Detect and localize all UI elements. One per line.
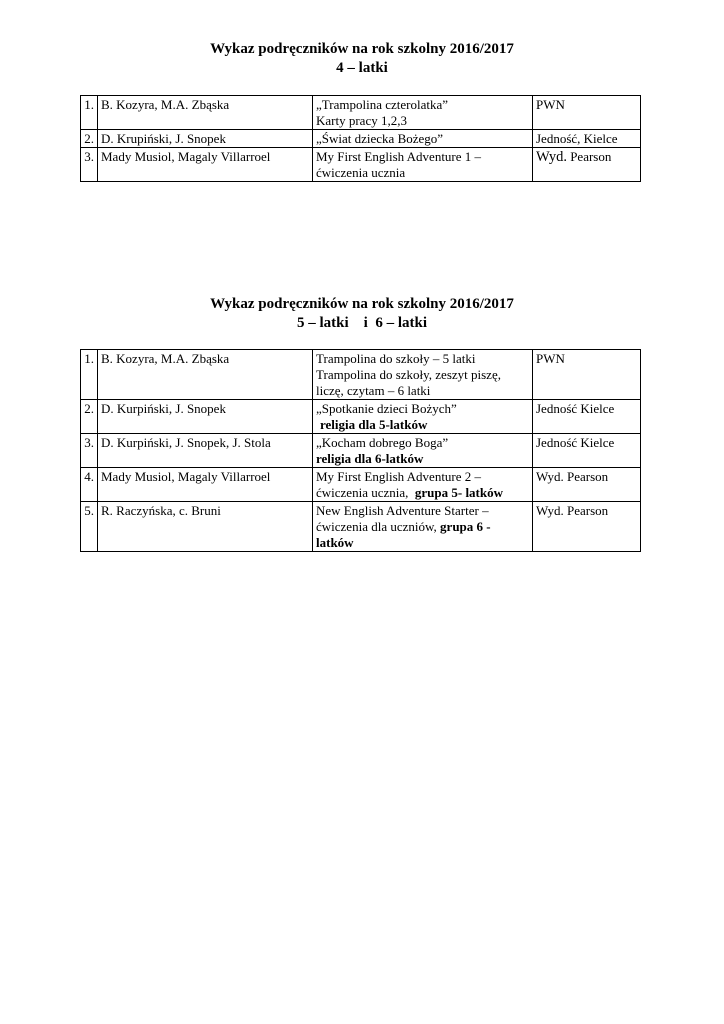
author-cell: D. Kurpiński, J. Snopek, J. Stola <box>98 434 313 468</box>
title-cell <box>313 96 533 130</box>
title-line: „Spotkanie dzieci Bożych” <box>316 401 457 416</box>
textbook-table-4-latki <box>80 95 641 182</box>
title-line: liczę, czytam – 6 latki <box>316 383 431 398</box>
title-line: Karty pracy 1,2,3 <box>316 113 407 128</box>
author-cell: D. Krupiński, J. Snopek <box>98 130 313 148</box>
table-row <box>81 468 641 502</box>
section-1-title: Wykaz podręczników na rok szkolny 2016/2017 <box>210 41 514 57</box>
table-row <box>81 400 641 434</box>
publisher-cell: Jedność, Kielce <box>533 130 641 148</box>
publisher-cell <box>533 148 641 182</box>
table-row <box>81 130 641 148</box>
title-cell <box>313 468 533 502</box>
title-line: ćwiczenia ucznia <box>316 165 406 180</box>
title-line-bold: religia dla 5-latków <box>320 417 428 432</box>
row-number: 1. <box>81 350 98 400</box>
row-number: 1. <box>81 96 98 130</box>
row-number: 2. <box>81 130 98 148</box>
row-number: 3. <box>81 434 98 468</box>
author-cell: B. Kozyra, M.A. Zbąska <box>98 350 313 400</box>
group-label-cont: latków <box>316 535 354 550</box>
table-row <box>81 96 641 130</box>
publisher-cell: Jedność Kielce <box>533 434 641 468</box>
publisher-cell: Jedność Kielce <box>533 400 641 434</box>
section-2-heading <box>0 295 724 333</box>
table-row <box>81 350 641 400</box>
publisher-name: Pearson <box>570 149 612 164</box>
title-line: Trampolina do szkoły – 5 latki <box>316 351 476 366</box>
title-text: ćwiczenia ucznia, <box>316 485 415 500</box>
title-line <box>316 485 529 501</box>
publisher-cell: Wyd. Pearson <box>533 468 641 502</box>
title-line: New English Adventure Starter – <box>316 503 489 518</box>
table-row <box>81 502 641 552</box>
section-1-subtitle: 4 – latki <box>336 60 388 76</box>
publisher-cell: Wyd. Pearson <box>533 502 641 552</box>
section-2-title: Wykaz podręczników na rok szkolny 2016/2017 <box>210 296 514 312</box>
group-label: grupa 5- latków <box>414 485 504 500</box>
row-number: 4. <box>81 468 98 502</box>
title-cell <box>313 350 533 400</box>
title-cell <box>313 434 533 468</box>
publisher-prefix: Wyd. <box>536 149 567 165</box>
table-row <box>81 148 641 182</box>
title-cell <box>313 502 533 552</box>
title-text: ćwiczenia dla uczniów, <box>316 519 441 534</box>
title-line: My First English Adventure 2 – <box>316 469 482 484</box>
title-line <box>316 519 529 535</box>
section-2-subtitle: 5 – latki i 6 – latki <box>296 315 427 331</box>
title-line: „Trampolina czterolatka” <box>316 97 448 112</box>
table-row <box>81 434 641 468</box>
row-number: 2. <box>81 400 98 434</box>
publisher-cell: PWN <box>533 96 641 130</box>
row-number: 3. <box>81 148 98 182</box>
title-line-bold: religia dla 6-latków <box>316 451 424 466</box>
title-cell <box>313 400 533 434</box>
row-number: 5. <box>81 502 98 552</box>
author-cell: D. Kurpiński, J. Snopek <box>98 400 313 434</box>
title-line: Trampolina do szkoły, zeszyt piszę, <box>316 367 501 382</box>
author-cell: B. Kozyra, M.A. Zbąska <box>98 96 313 130</box>
section-1-heading <box>0 40 724 78</box>
author-cell: Mady Musiol, Magaly Villarroel <box>98 148 313 182</box>
title-line: My First English Adventure 1 – <box>316 149 482 164</box>
author-cell: R. Raczyńska, c. Bruni <box>98 502 313 552</box>
publisher-cell: PWN <box>533 350 641 400</box>
title-cell <box>313 148 533 182</box>
title-cell: „Świat dziecka Bożego” <box>313 130 533 148</box>
group-label: grupa 6 - <box>440 519 491 534</box>
title-line: „Kocham dobrego Boga” <box>316 435 449 450</box>
author-cell: Mady Musiol, Magaly Villarroel <box>98 468 313 502</box>
textbook-table-5-6-latki <box>80 349 641 552</box>
